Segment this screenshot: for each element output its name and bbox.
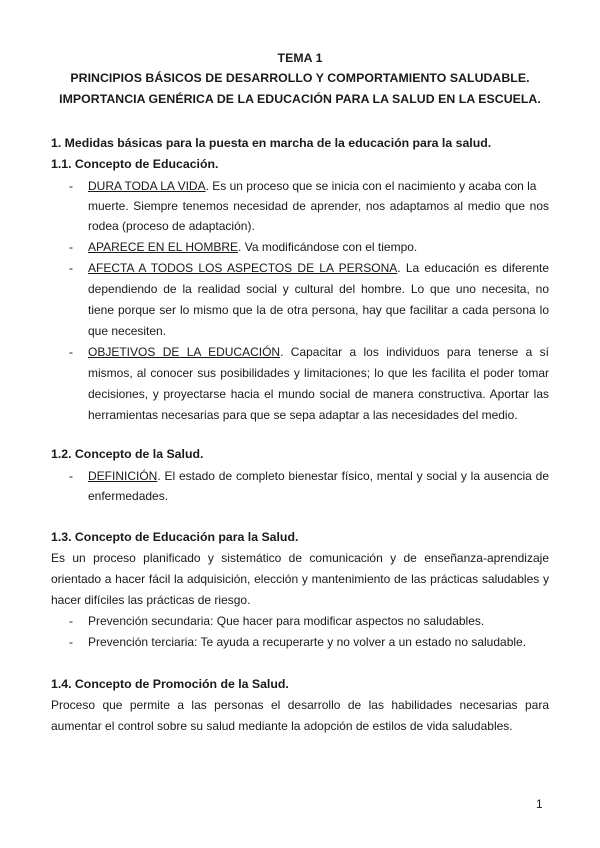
list-item-text: . Capacitar a los individuos para tenerse a sí — [280, 345, 549, 359]
paragraph-line: hacer difíciles las prácticas de riesgo. — [51, 593, 251, 607]
bullet-dash: - — [69, 614, 73, 628]
list-item-text: decisiones, y proyectarse hacia el mundo social de manera constructiva. Aportar las — [88, 387, 549, 401]
paragraph-line: aumentar el control sobre su salud mediante la adopción de estilos de vida saludables. — [51, 719, 513, 733]
list-item-text: tiene porque ser lo mismo que la de otra persona, hay que facilitar a cada persona lo — [88, 303, 549, 317]
paragraph-line: Proceso que permite a las personas el desarrollo de las habilidades necesarias para — [51, 698, 549, 712]
bullet-dash: - — [69, 469, 73, 483]
page-subtitle-2: IMPORTANCIA GENÉRICA DE LA EDUCACIÓN PARA LA SALUD EN LA ESCUELA. — [59, 92, 541, 106]
section-1-1-heading: 1.1. Concepto de Educación. — [51, 157, 219, 171]
term-underlined: APARECE EN EL HOMBRE — [88, 240, 239, 254]
list-item-text: . El estado de completo bienestar físico, mental y social y la ausencia de — [157, 469, 549, 483]
list-item-text: . Es un proceso que se inicia con el nacimiento y acaba con la — [205, 179, 537, 193]
term-underlined: DEFINICIÓN — [88, 469, 158, 483]
list-item-text: . La educación es diferente — [397, 261, 549, 275]
section-1-heading: 1. Medidas básicas para la puesta en marcha de la educación para la salud. — [51, 136, 492, 150]
list-item-text: Prevención secundaria: Que hacer para modificar aspectos no saludables. — [88, 614, 485, 628]
paragraph-line: Es un proceso planificado y sistemático de comunicación y de enseñanza-aprendizaje — [51, 551, 549, 565]
bullet-dash: - — [69, 345, 73, 359]
page-number: 1 — [536, 797, 543, 811]
term-underlined: AFECTA A TODOS LOS ASPECTOS DE LA PERSONA — [88, 261, 398, 275]
list-item — [88, 240, 417, 254]
bullet-dash: - — [69, 179, 73, 193]
list-item-text: enfermedades. — [88, 489, 169, 503]
list-item-text: mismos, al conocer sus posibilidades y limitaciones; lo que les facilita el poder tomar — [88, 366, 549, 380]
page-title: TEMA 1 — [277, 51, 323, 65]
list-item-text: . Va modificándose con el tiempo. — [238, 240, 418, 254]
list-item-text: muerte. Siempre tenemos necesidad de aprender, nos adaptamos al medio que nos — [88, 199, 549, 213]
list-item — [88, 261, 549, 275]
list-item-text: Prevención terciaria: Te ayuda a recuperarte y no volver a un estado no saludable. — [88, 635, 527, 649]
bullet-dash: - — [69, 240, 73, 254]
section-1-2-heading: 1.2. Concepto de la Salud. — [51, 447, 204, 461]
page-subtitle-1: PRINCIPIOS BÁSICOS DE DESARROLLO Y COMPORTAMIENTO SALUDABLE. — [70, 71, 530, 85]
list-item — [88, 345, 549, 359]
list-item — [88, 179, 536, 193]
term-underlined: DURA TODA LA VIDA — [88, 179, 206, 193]
list-item — [88, 469, 549, 483]
section-1-3-heading: 1.3. Concepto de Educación para la Salud. — [51, 530, 299, 544]
paragraph-line: orientado a hacer fácil la adquisición, elección y mantenimiento de las prácticas saludables y — [51, 572, 549, 586]
term-underlined: OBJETIVOS DE LA EDUCACIÓN — [88, 345, 281, 359]
bullet-dash: - — [69, 635, 73, 649]
list-item-text: que necesiten. — [88, 324, 167, 338]
section-1-4-heading: 1.4. Concepto de Promoción de la Salud. — [51, 677, 289, 691]
list-item-text: rodea (proceso de adaptación). — [88, 219, 255, 233]
list-item-text: dependiendo de la realidad social y cultural del hombre. Lo que uno necesita, no — [88, 282, 549, 296]
bullet-dash: - — [69, 261, 73, 275]
list-item-text: herramientas necesarias para que se sepa adaptar a las necesidades del medio. — [88, 408, 518, 422]
